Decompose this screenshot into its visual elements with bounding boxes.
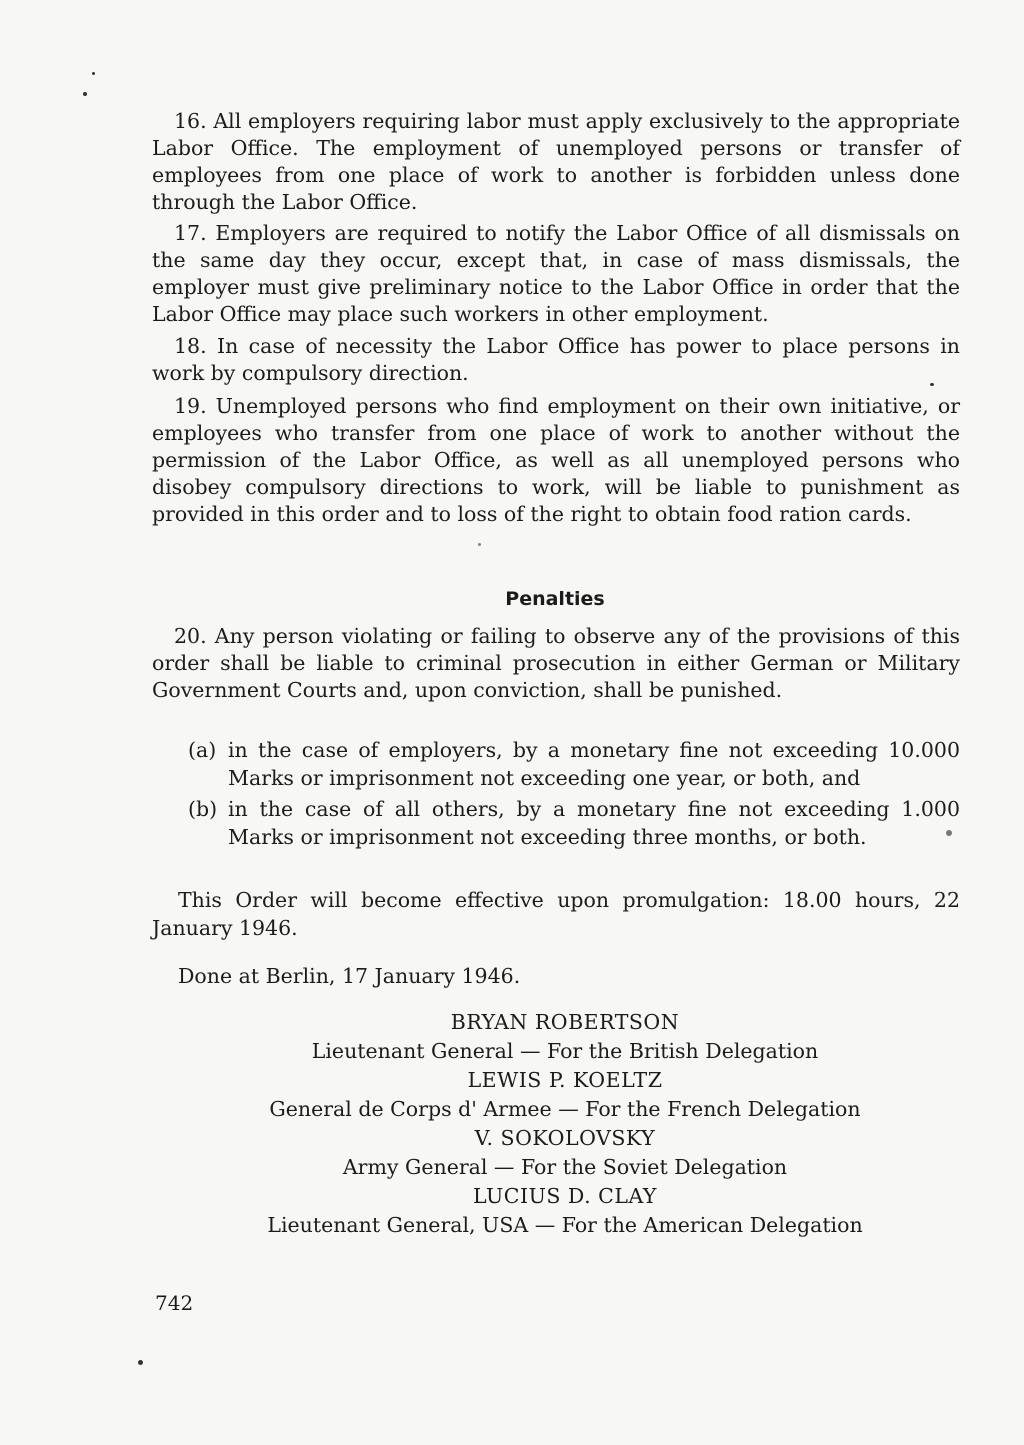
- signatory-name: V. SOKOLOVSKY: [474, 1126, 656, 1150]
- signatory-title: Lieutenant General, USA — For the American Delegation: [267, 1213, 863, 1237]
- paragraph-17: 17. Employers are required to notify the Labor Office of all dismissals on the same day they occur, except that, in case of mass dismissals, the employer must give preliminary notice to the Labor Office in order that the Labor Office may place such workers in other employment.: [152, 221, 960, 326]
- penalty-item-text: in the case of employers, by a monetary fine not exceeding 10.000 Marks or imprisonment not exceeding one year, or both, and: [228, 738, 960, 790]
- scan-speck: [83, 92, 87, 96]
- section-heading-penalties: Penalties: [505, 588, 605, 610]
- page-number: 742: [155, 1291, 194, 1315]
- signatory-title: Army General — For the Soviet Delegation: [342, 1155, 788, 1179]
- scan-speck: [930, 383, 934, 386]
- paragraph-20: 20. Any person violating or failing to observe any of the provisions of this order shall be liable to criminal prosecution in either German or Military Government Courts and, upon conviction, shall be punished.: [152, 624, 960, 702]
- penalty-item-a: [188, 736, 960, 792]
- penalty-item-label: (b): [188, 797, 218, 821]
- scan-speck: [92, 72, 95, 75]
- paragraph-16: 16. All employers requiring labor must apply exclusively to the appropriate Labor Office. The employment of unemployed persons or transfer of employees from one place of work to another is forbidden unless done through the Labor Office.: [152, 109, 960, 214]
- signature-block: [200, 1008, 930, 1240]
- signatory-name: LUCIUS D. CLAY: [473, 1184, 657, 1208]
- signatory-name: BRYAN ROBERTSON: [450, 1010, 680, 1034]
- penalty-item-label: (a): [188, 738, 217, 762]
- scan-speck: [946, 830, 952, 836]
- penalty-item-text: in the case of all others, by a monetary fine not exceeding 1.000 Marks or imprisonment not exceeding three months, or both.: [228, 797, 960, 849]
- done-at-statement: Done at Berlin, 17 January 1946.: [178, 964, 521, 988]
- signatory-title: General de Corps d' Armee — For the French Delegation: [269, 1097, 861, 1121]
- scan-speck: [138, 1360, 143, 1365]
- paragraph-18: 18. In case of necessity the Labor Office has power to place persons in work by compulsory direction.: [152, 334, 960, 385]
- paragraph-19: 19. Unemployed persons who find employment on their own initiative, or employees who transfer from one place of work to another without the permission of the Labor Office, as well as all unemployed persons who disobey compulsory directions to work, will be liable to punishment as provided in this order and to loss of the right to obtain food ration cards.: [152, 394, 960, 526]
- penalty-item-b: [188, 795, 960, 851]
- signatory-name: LEWIS P. KOELTZ: [467, 1068, 663, 1092]
- signatory-title: Lieutenant General — For the British Delegation: [311, 1039, 819, 1063]
- effective-date-statement: This Order will become effective upon promulgation: 18.00 hours, 22 January 1946.: [152, 888, 960, 940]
- scan-speck: [478, 543, 481, 546]
